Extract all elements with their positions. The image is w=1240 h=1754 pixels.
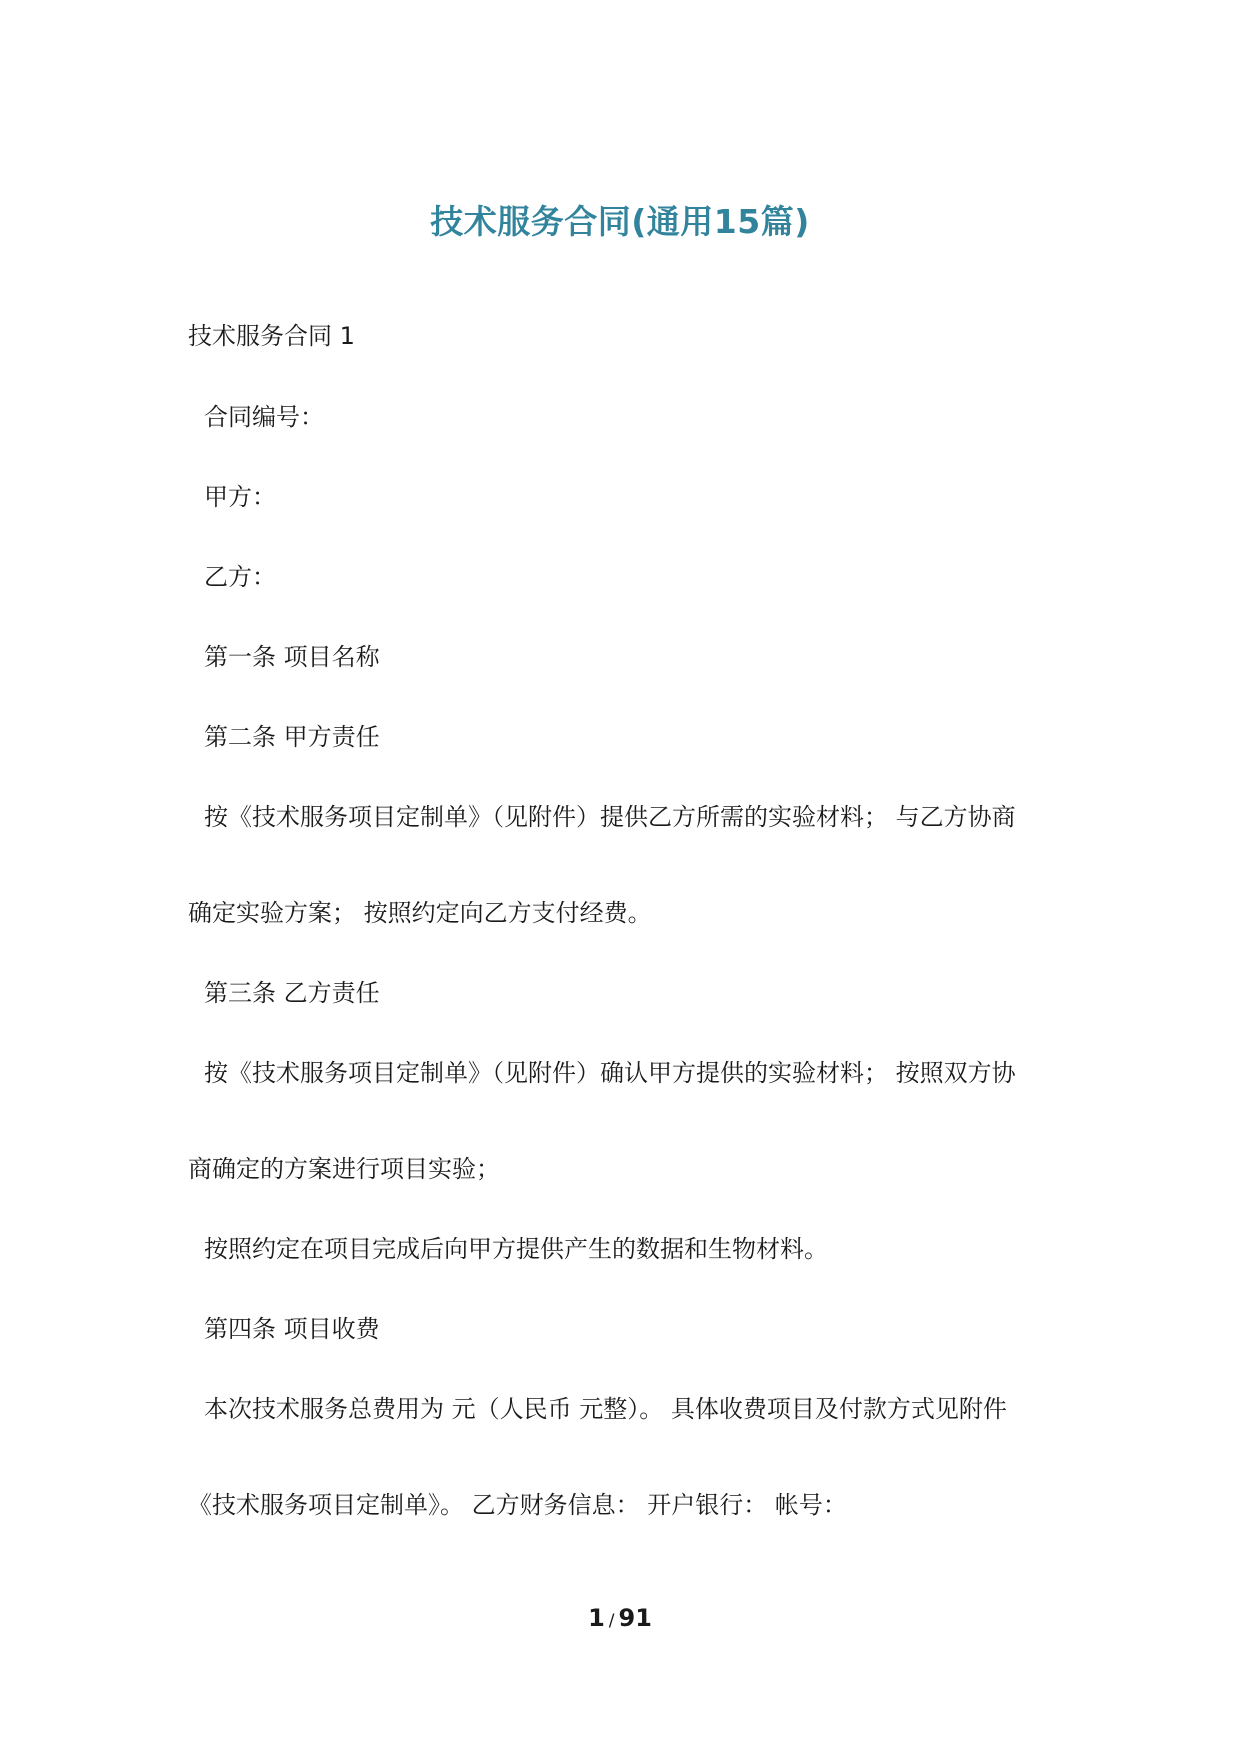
document-title: 技术服务合同(通用15篇): [430, 202, 810, 241]
paragraph-line: 按《技术服务项目定制单》（见附件）提供乙方所需的实验材料； 与乙方协商: [204, 803, 1016, 831]
contract-number-label: 合同编号：: [204, 403, 324, 431]
paragraph-line: 按《技术服务项目定制单》（见附件）确认甲方提供的实验材料； 按照双方协: [204, 1059, 1016, 1087]
article-2-heading: 第二条 甲方责任: [204, 723, 380, 751]
paragraph-line: 按照约定在项目完成后向甲方提供产生的数据和生物材料。: [204, 1235, 828, 1263]
current-page-number: 1: [588, 1604, 605, 1632]
article-4-heading: 第四条 项目收费: [204, 1315, 380, 1343]
article-1-heading: 第一条 项目名称: [204, 643, 380, 671]
party-a-label: 甲方：: [204, 483, 276, 511]
page-separator: /: [608, 1611, 615, 1631]
paragraph-line: 本次技术服务总费用为 元（人民币 元整）。 具体收费项目及付款方式见附件: [204, 1395, 1007, 1423]
paragraph-line: 《技术服务项目定制单》。 乙方财务信息： 开户银行： 帐号：: [188, 1491, 847, 1519]
paragraph-line: 确定实验方案； 按照约定向乙方支付经费。: [188, 899, 652, 927]
article-3-heading: 第三条 乙方责任: [204, 979, 380, 1007]
total-pages-number: 91: [618, 1604, 652, 1632]
party-b-label: 乙方：: [204, 563, 276, 591]
section-heading: 技术服务合同 1: [188, 322, 355, 350]
page-number: [0, 1604, 1240, 1632]
paragraph-line: 商确定的方案进行项目实验；: [188, 1155, 500, 1183]
